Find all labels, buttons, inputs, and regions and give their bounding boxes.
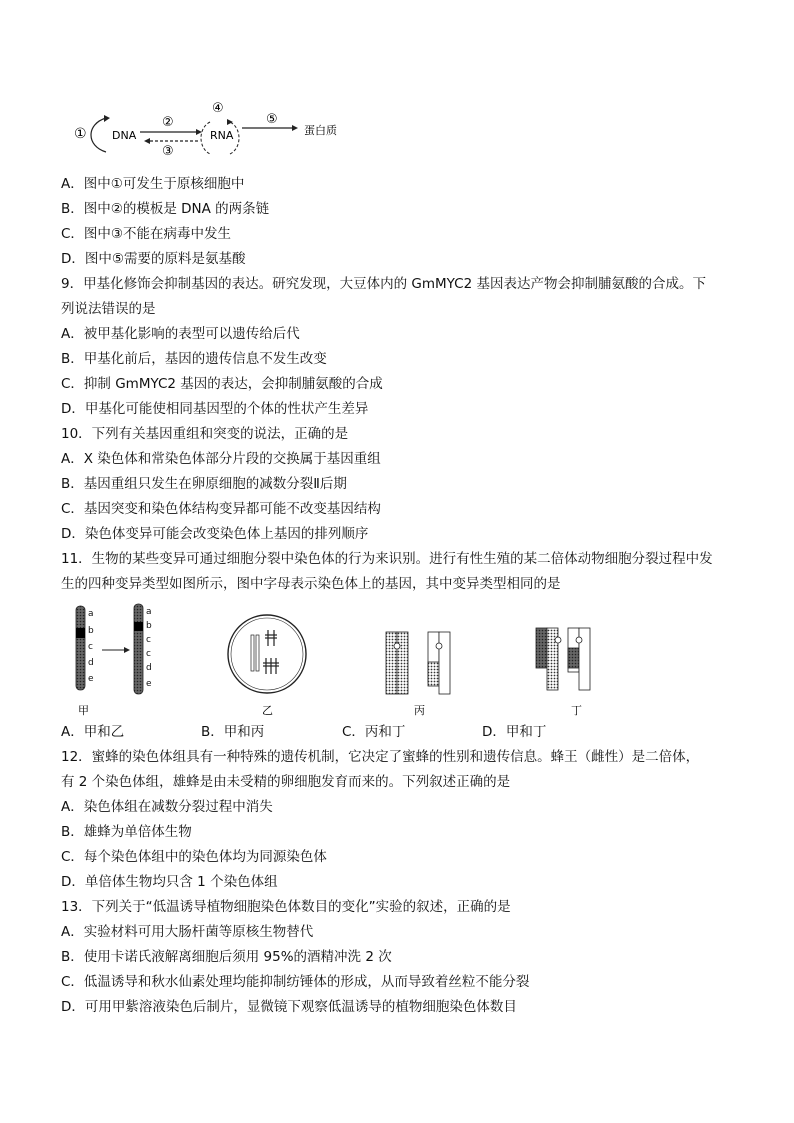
q9-stem-line2: 列说法错误的是 xyxy=(61,301,156,317)
q10-option-d: D．染色体变异可能会改变染色体上基因的排列顺序 xyxy=(61,526,369,542)
gene-left-a: a xyxy=(88,609,94,619)
q11-option-d: D．甲和丁 xyxy=(482,724,547,740)
q13-option-b: B．使用卡诺氏液解离细胞后须用 95%的酒精冲洗 2 次 xyxy=(61,949,392,965)
gene-left-e: e xyxy=(88,674,94,684)
dna-self-loop xyxy=(91,118,106,152)
q11-stem-line1: 11．生物的某些变异可通过细胞分裂中染色体的行为来识别。进行有性生殖的某二倍体动物细胞分裂过程中发 xyxy=(61,551,713,567)
q9-option-a: A．被甲基化影响的表型可以遗传给后代 xyxy=(61,326,300,342)
q12-option-c: C．每个染色体组中的染色体均为同源染色体 xyxy=(61,849,327,865)
gene-right-a: a xyxy=(146,607,152,617)
q9-stem-line1: 9．甲基化修饰会抑制基因的表达。研究发现，大豆体内的 GmMYC2 基因表达产物会抑制脯氨酸的合成。下 xyxy=(61,276,706,292)
q8-option-c: C．图中③不能在病毒中发生 xyxy=(61,226,232,242)
q12-stem-line2: 有 2 个染色体组，雄蜂是由未受精的卵细胞发育而来的。下列叙述正确的是 xyxy=(61,774,511,790)
gene-right-b: b xyxy=(146,621,152,631)
q13-stem: 13．下列关于“低温诱导植物细胞染色体数目的变化”实验的叙述，正确的是 xyxy=(61,899,511,915)
q10-option-c: C．基因突变和染色体结构变异都可能不改变基因结构 xyxy=(61,501,381,517)
gene-right-e: e xyxy=(146,679,152,689)
q10-stem: 10．下列有关基因重组和突变的说法，正确的是 xyxy=(61,426,349,442)
q9-option-d: D．甲基化可能使相同基因型的个体的性状产生差异 xyxy=(61,401,369,417)
q10-option-b: B．基因重组只发生在卵原细胞的减数分裂Ⅱ后期 xyxy=(61,476,347,492)
q8-option-a: A．图中①可发生于原核细胞中 xyxy=(61,176,245,192)
q13-option-d: D．可用甲紫溶液染色后制片，显微镜下观察低温诱导的植物细胞染色体数目 xyxy=(61,999,517,1015)
label-ding: 丁 xyxy=(571,704,582,717)
q9-option-b: B．甲基化前后，基因的遗传信息不发生改变 xyxy=(61,351,327,367)
q11-option-b: B．甲和丙 xyxy=(201,724,265,740)
q13-option-c: C．低温诱导和秋水仙素处理均能抑制纺锤体的形成，从而导致着丝粒不能分裂 xyxy=(61,974,530,990)
q13-option-a: A．实验材料可用大肠杆菌等原核生物替代 xyxy=(61,924,314,940)
gene-right-c2: c xyxy=(146,649,151,659)
label-jia: 甲 xyxy=(78,704,89,717)
q9-option-c: C．抑制 GmMYC2 基因的表达，会抑制脯氨酸的合成 xyxy=(61,376,383,392)
chromosome-variation-figure xyxy=(64,602,604,718)
panel-yi xyxy=(228,615,306,717)
label-1: ① xyxy=(74,126,87,142)
label-yi: 乙 xyxy=(262,704,273,717)
q11-option-a: A．甲和乙 xyxy=(61,724,125,740)
gene-left-d: d xyxy=(88,658,94,668)
gene-left-c: c xyxy=(88,642,93,652)
panel-bing xyxy=(386,632,450,717)
label-5: ⑤ xyxy=(266,112,278,127)
label-4: ④ xyxy=(212,101,224,116)
q11-option-c: C．丙和丁 xyxy=(342,724,406,740)
gene-right-c1: c xyxy=(146,635,151,645)
panel-ding xyxy=(536,628,590,717)
rna-label: RNA xyxy=(210,129,234,142)
q11-stem-line2: 生的四种变异类型如图所示，图中字母表示染色体上的基因，其中变异类型相同的是 xyxy=(61,576,561,592)
q8-option-d: D．图中⑤需要的原料是氨基酸 xyxy=(61,251,246,267)
central-dogma-diagram xyxy=(70,96,360,164)
label-2: ② xyxy=(162,115,174,130)
gene-left-b: b xyxy=(88,626,94,636)
label-bing: 丙 xyxy=(414,704,425,717)
gene-right-d: d xyxy=(146,663,152,673)
q10-option-a: A．X 染色体和常染色体部分片段的交换属于基因重组 xyxy=(61,451,381,467)
protein-label: 蛋白质 xyxy=(304,124,337,137)
label-3: ③ xyxy=(162,144,174,159)
dna-label: DNA xyxy=(112,129,137,142)
q12-option-a: A．染色体组在减数分裂过程中消失 xyxy=(61,799,273,815)
q8-option-b: B．图中②的模板是 DNA 的两条链 xyxy=(61,201,270,217)
q12-option-d: D．单倍体生物均只含 1 个染色体组 xyxy=(61,874,278,890)
q12-option-b: B．雄蜂为单倍体生物 xyxy=(61,824,192,840)
rna-self-loop xyxy=(201,122,210,154)
q12-stem-line1: 12．蜜蜂的染色体组具有一种特殊的遗传机制，它决定了蜜蜂的性别和遗传信息。蜂王（雌性）是二倍体， xyxy=(61,749,700,765)
panel-jia xyxy=(76,604,152,717)
